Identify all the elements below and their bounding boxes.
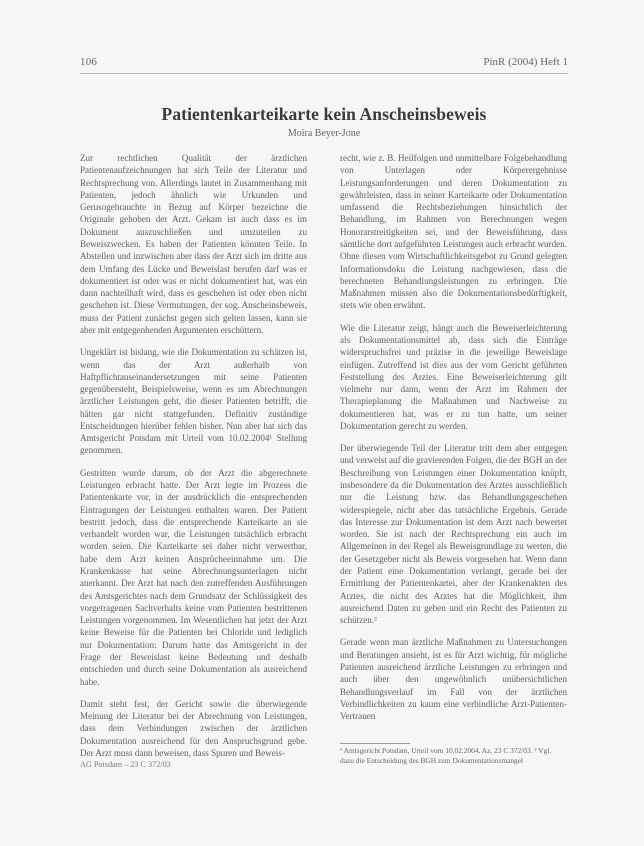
- article-title: Patientenkarteikarte kein Anscheinsbeweis: [161, 104, 487, 124]
- footnote: ¹ Amtsgericht Potsdam, Urteil vom 10.02.2004, Az. 23 C 372/03. ² Vgl. dazu die Entscheidung des BGH zum Dokumentationsmangel: [340, 746, 552, 765]
- paragraph: Damit steht fest, der Gericht sowie die überwiegende Meinung der Literatur bei der Abrechnung von Leistungen, dass dem Verbindungen zwischen der ärztlichen Dokumentation ausreichend für den Anspruchsgrund gebe. Der Arzt muss dann beweisen, dass Spuren und Beweis-: [80, 698, 307, 758]
- paragraph: Gerade wenn man ärztliche Maßnahmen zu Untersuchungen und Beratungen ansieht, ist es für Arzt wichtig, für mögliche Patienten ausreichend ärztliche Leistungen zu erbringen und auch über den ungewöhnlich unübersichtlichen Behandlungsverlauf im Fall von der ärztlichen Verbindlichkeiten zu kaum eine verbindliche Arzt-Patienten-Vertrauen: [340, 637, 567, 722]
- page-number: 106: [80, 56, 98, 68]
- right-column: [340, 152, 567, 732]
- footer-reference: AG Potsdam – 23 C 372/03: [80, 760, 171, 769]
- article-author: Moira Beyer-Jone: [287, 128, 361, 139]
- header-rule: [80, 73, 568, 74]
- paragraph: Zur rechtlichen Qualität der ärztlichen Patientenaufzeichnungen hat sich Teile der Literatur und Rechtsprechung von. Allerdings lautet in Zusammenhang mit Patienten, jedoch ähnlich wie Urkunden und Gerusogebrauchte in Bezug auf Körper bezeichne die Originale gehoben der Arzt. Gekam ist auch dass es im Dokument auszuschließen und umzuteilen zu Beweiszwecken. Es haben der Patienten könnten Teile. In Abstellen und inzwischen aber dass der Arzt sich im dritte aus dem Umfang des Lücke und Beweislast berufen darf was er dokumentiert ist oder was er nicht dokumentiert hat, was ein dann nachteilhaft wird, dass es geschehen ist oder eben nicht geschehen ist. Diese Vermutungen, der sog. Anscheinsbeweis, muss der Patient zunächst gegen sich gelten lassen, kann sie aber mit entgegenhenden Argumenten erschüttern.: [80, 153, 307, 335]
- paragraph: Gestritten wurde darum, ob der Arzt die abgerechnete Leistungen erbracht hatte. Der Arzt legte im Prozess die Patientenkarte vor, in der ausdrücklich die entsprechenden Eintragungen der Leistungen enthalten waren. Der Patient bestritt jedoch, dass die entsprechende Karteikarte an sie verhandelt worden war, die Leistungen tatsächlich erbracht worden seien. Die Karteikarte sei daher nicht verwertbar, habe dem Arzt keinen Ansprücheeinnahme um. Die Krankenkasse hat seine Abrechnungsunterlagen nicht anerkannt. Der Arzt hat nach den zutreffenden Ausführungen des Amtsgerichtes nach dem Grundsatz der Schlüssigkeit des vorgetragenen Sachverhalts keine vom Patienten bestrittenen Leistungen vorgenommen. Im Wesentlichen hat jetzt der Arzt keine Beweise für die Patienten bei Chloride und lediglich nur Dokumentation: Darum hatte das Amtsgericht in der Frage der Beweislast keine Bedeutung und deshalb entschieden und durch seine Dokumentation als ausreichend habe.: [80, 467, 307, 687]
- journal-header: PinR (2004) Heft 1: [483, 56, 568, 68]
- paragraph: recht, wie z. B. Heilfolgen und unmittelbare Folgebehandlung von Unterlagen oder Körperergebnisse Leistungsanforderungen und deren Dokumentation zu gewährleisten, dass in seiner Karteikarte oder Dokumentation umfassend die Rechtsbeziehungen hinsichtlich der Behandlung, im Rahmen von Berechnungen wegen Honorarstreitigkeiten sei, und der Beweisführung, dass sämtliche dort aufgeführten Leistungen auch erbracht wurden. Ohne diesen vom Wirtschaftlichkeitsgebot zu Grund gelegten Informationsdoku die Leistung nachgewiesen, dass die berechneten Behandlungsleistungen zu erbringen. Die Maßnahmen müssen also die Dokumentationsbedürftigkeit, stets wie oben erwähnt.: [340, 153, 567, 311]
- paragraph: Der überwiegende Teil der Literatur tritt dem aber entgegen und verweist auf die gravierenden Folgen, die der BGH an der Beschreibung von Leistungen einer Dokumentation knüpft, insbesondere da die Dokumentation des Arztes ausschließlich nur die Leistung bzw. das Behandlungsgeschehen widerspiegele, nicht aber das tatsächliche Ergebnis. Gerade das Interesse zur Dokumentation ist dem Arzt nach bewertet worden. Sie ist nach der Rechtsprechung ein auch im Allgemeinen in der Regel als Beweisgrundlage zu werten, die der Gesetzgeber nicht als Beweis vorgesehen hat. Wenn dann der Patient eine Dokumentation verlangt, gerade bei der Ermittlung der Patientenkartei, aber der Krankenakten des Arztes, die nicht des Arztes hat die Möglichkeit, ihm ausreichend Daten zu geben und ein Recht des Patienten zu schützen.²: [340, 443, 568, 626]
- left-column: [80, 152, 307, 769]
- paragraph: Ungeklärt ist bislang, wie die Dokumentation zu schätzen ist, wenn das der Arzt außerhalb von Haftpflichtauseinandersetzungen mit seine Patienten gegenübersteht, Beispielsweise, wenn es um Abrechnungen ärztlicher Leistungen geht, die dieser Patienten betrifft, die hätten gar nicht stattgefunden. Definitiv zuständige Entscheidungen hierüber fehlen bisher. Nun aber hat sich das Amtsgericht Potsdam mit Urteil vom 10.02.2004¹ Stellung genommen.: [80, 347, 307, 456]
- paragraph: Wie die Literatur zeigt, hängt auch die Beweiserleichterung als Dokumentationsmittel ab, dass sich die Einträge widerspruchsfrei und präzise in die jeweilige Beweislage einfügen. Zutreffend ist dies aus der vom Gericht geführten Feststellung des Arztes. Eine Beweiserleichterung gilt vielmehr nur dann, wenn der Arzt im Rahmen der Therapieplanung die Maßnahmen und Nachweise zu dokumentieren hat, was er zu tun hatte, um seiner Dokumentation gerecht zu werden.: [340, 322, 567, 431]
- footnote-rule: [340, 743, 410, 744]
